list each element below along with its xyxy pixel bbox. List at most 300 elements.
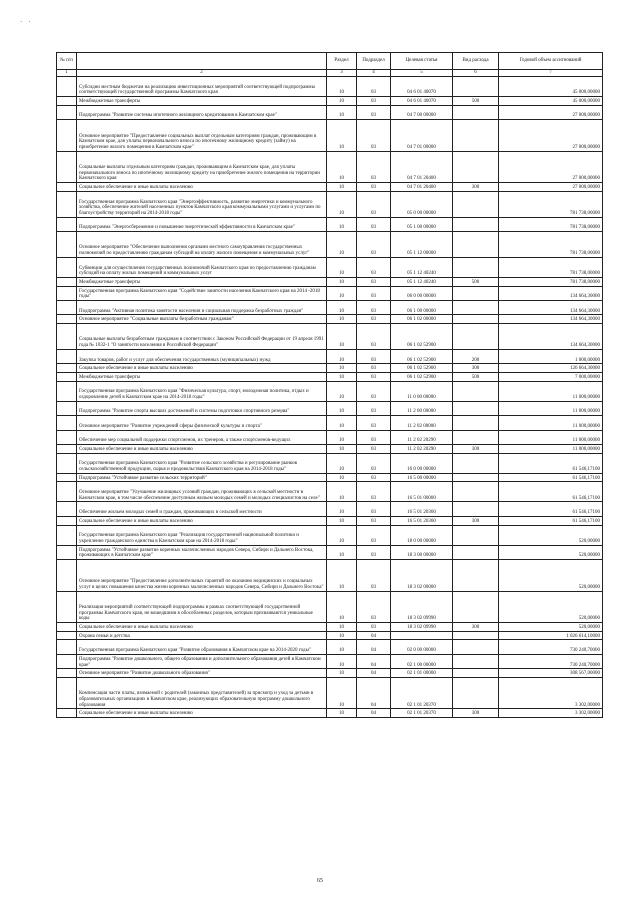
table-row	[57, 591, 603, 623]
row-podrazdel-cell: 03	[357, 453, 391, 473]
row-target-article-cell: 18 0 00 00000	[391, 525, 453, 545]
column-index: 1	[57, 70, 77, 77]
row-name-cell: Государственная программа Камчатского края "Развитие образования в Камчатском крае на 2014-2020 годы"	[77, 640, 327, 654]
row-razdel-cell: 10	[327, 623, 357, 632]
row-name-cell: Субсидии местным бюджетам на реализацию инвестиционных мероприятий соответствующей подпрограммы соответствующей государственной программы Камчатского края	[77, 77, 327, 97]
row-razdel-cell: 10	[327, 324, 357, 350]
row-expense-type-cell	[453, 324, 499, 350]
budget-table	[56, 52, 603, 718]
row-number-cell	[57, 677, 77, 709]
row-razdel-cell: 10	[327, 591, 357, 623]
row-amount-cell: 27 000,00000	[499, 151, 603, 183]
row-razdel-cell: 10	[327, 669, 357, 678]
row-razdel-cell: 10	[327, 416, 357, 430]
table-row	[57, 120, 603, 152]
row-amount-cell: 308 567,00000	[499, 669, 603, 678]
row-amount-cell: 520,00000	[499, 525, 603, 545]
row-name-cell: Межбюджетные трансферты	[77, 277, 327, 286]
row-number-cell	[57, 453, 77, 473]
row-razdel-cell: 10	[327, 631, 357, 640]
row-razdel-cell: 10	[327, 677, 357, 709]
row-podrazdel-cell: 03	[357, 416, 391, 430]
row-expense-type-cell	[453, 105, 499, 119]
row-podrazdel-cell: 03	[357, 516, 391, 525]
row-razdel-cell: 10	[327, 372, 357, 381]
row-target-article-cell: 04 7 01 20400	[391, 151, 453, 183]
row-target-article-cell: 11 2 02 20290	[391, 444, 453, 453]
row-name-cell: Основное мероприятие "Социальные выплаты безработным гражданам"	[77, 315, 327, 324]
table-row	[57, 286, 603, 300]
row-name-cell: Основное мероприятие "Развитие учреждений сферы физической культуры и спорта"	[77, 416, 327, 430]
row-razdel-cell: 10	[327, 453, 357, 473]
row-name-cell: Государственная программа Камчатского края "Физическая культура, спорт, молодежная политика, отдых и оздоровление детей в Камчатском крае на 2014-2018 годы"	[77, 381, 327, 401]
row-amount-cell: 781 738,00000	[499, 257, 603, 277]
row-razdel-cell: 10	[327, 315, 357, 324]
row-amount-cell: 61 546,17100	[499, 502, 603, 516]
row-name-cell: Подпрограмма "Развитие системы ипотечного жилищного кредитования в Камчатском крае"	[77, 105, 327, 119]
table-row	[57, 301, 603, 315]
row-amount-cell: 11 000,00000	[499, 416, 603, 430]
row-expense-type-cell	[453, 591, 499, 623]
row-amount-cell: 3 302,00000	[499, 709, 603, 718]
row-razdel-cell: 10	[327, 105, 357, 119]
row-podrazdel-cell: 03	[357, 105, 391, 119]
row-number-cell	[57, 372, 77, 381]
row-podrazdel-cell: 03	[357, 277, 391, 286]
row-number-cell	[57, 301, 77, 315]
row-name-cell: Государственная программа Камчатского края "Энергоэффективность, развитие энергетики и коммунального хозяйства, обеспечение жителей населенных пунктов Камчатского края коммунальными услугами и услугами по благоустройству территорий на 2014-2018 годы"	[77, 191, 327, 217]
row-expense-type-cell	[453, 654, 499, 668]
row-amount-cell: 61 546,17100	[499, 453, 603, 473]
table-row	[57, 709, 603, 718]
row-amount-cell: 61 546,17100	[499, 482, 603, 502]
row-razdel-cell: 10	[327, 217, 357, 231]
row-number-cell	[57, 151, 77, 183]
row-name-cell: Основное мероприятие "Предоставление социальных выплат отдельным категориям граждан, проживающим в Камчатском крае, для уплаты первоначального взноса по ипотечному жилищному кредиту (займу) на приобретение жилого помещения в Камчатском крае"	[77, 120, 327, 152]
row-razdel-cell: 10	[327, 430, 357, 444]
row-number-cell	[57, 669, 77, 678]
row-expense-type-cell	[453, 315, 499, 324]
row-podrazdel-cell: 03	[357, 430, 391, 444]
row-amount-cell: 27 000,00000	[499, 105, 603, 119]
row-number-cell	[57, 364, 77, 373]
row-name-cell: Подпрограмма "Развитие дошкольного, общего образования и дополнительного образования детей в Камчатском крае"	[77, 654, 327, 668]
row-amount-cell: 520,00000	[499, 591, 603, 623]
row-expense-type-cell: 300	[453, 709, 499, 718]
row-amount-cell: 3 302,00000	[499, 677, 603, 709]
row-razdel-cell: 10	[327, 97, 357, 106]
table-row	[57, 516, 603, 525]
row-amount-cell: 730 240,70000	[499, 654, 603, 668]
header-annual-volume: Годовой объем ассигнований	[499, 53, 603, 70]
row-number-cell	[57, 277, 77, 286]
table-row	[57, 105, 603, 119]
row-expense-type-cell: 500	[453, 277, 499, 286]
row-number-cell	[57, 191, 77, 217]
row-number-cell	[57, 77, 77, 97]
row-amount-cell: 27 000,00000	[499, 183, 603, 192]
table-row	[57, 315, 603, 324]
row-expense-type-cell	[453, 502, 499, 516]
row-target-article-cell: 06 1 02 52900	[391, 324, 453, 350]
table-row	[57, 482, 603, 502]
row-podrazdel-cell: 03	[357, 591, 391, 623]
row-target-article-cell: 05 1 00 00000	[391, 217, 453, 231]
table-row	[57, 191, 603, 217]
row-number-cell	[57, 560, 77, 592]
row-expense-type-cell: 200	[453, 349, 499, 363]
row-expense-type-cell	[453, 401, 499, 415]
row-expense-type-cell	[453, 631, 499, 640]
row-number-cell	[57, 120, 77, 152]
row-name-cell: Подпрограмма "Устойчивое развитие коренных малочисленных народов Севера, Сибири и Дальнего Востока, проживающих в Камчатском крае"	[77, 545, 327, 559]
table-row	[57, 444, 603, 453]
row-podrazdel-cell: 04	[357, 709, 391, 718]
row-target-article-cell: 16 0 00 00000	[391, 453, 453, 473]
row-target-article-cell: 11 0 00 00000	[391, 381, 453, 401]
row-razdel-cell: 10	[327, 232, 357, 258]
row-target-article-cell: 18 3 02 09990	[391, 591, 453, 623]
row-name-cell: Межбюджетные трансферты	[77, 97, 327, 106]
column-index: 2	[77, 70, 327, 77]
row-target-article-cell: 04 6 01 40070	[391, 97, 453, 106]
row-target-article-cell: 16 5 01 00000	[391, 482, 453, 502]
table-row	[57, 183, 603, 192]
row-podrazdel-cell: 03	[357, 286, 391, 300]
row-target-article-cell: 05 1 12 00000	[391, 232, 453, 258]
row-amount-cell: 781 738,00000	[499, 191, 603, 217]
row-name-cell: Социальное обеспечение и иные выплаты населению	[77, 183, 327, 192]
row-amount-cell: 126 664,30000	[499, 364, 603, 373]
row-expense-type-cell: 500	[453, 372, 499, 381]
row-expense-type-cell	[453, 191, 499, 217]
row-name-cell: Субвенции для осуществления государственных полномочий Камчатского края по предоставлению гражданам субсидий на оплату жилых помещений и коммунальных услуг	[77, 257, 327, 277]
row-name-cell: Социальные выплаты безработным гражданам в соответствии с Законом Российской Федерации от 19 апреля 1991 года № 1032-1 "О занятости населения в Российской Федерации"	[77, 324, 327, 350]
table-row	[57, 640, 603, 654]
row-number-cell	[57, 183, 77, 192]
row-target-article-cell	[391, 631, 453, 640]
table-row	[57, 525, 603, 545]
row-target-article-cell: 06 1 02 52900	[391, 372, 453, 381]
row-name-cell: Основное мероприятие "Улучшение жилищных условий граждан, проживающих в сельской местности в Камчатском крае, в том числе обеспечение доступным жильем молодых семей и молодых специалистов на селе"	[77, 482, 327, 502]
row-name-cell: Обеспечение мер социальной поддержки спортсменов, их тренеров, а также спортсменов-ведущих	[77, 430, 327, 444]
row-target-article-cell: 04 7 00 00000	[391, 105, 453, 119]
row-podrazdel-cell: 04	[357, 631, 391, 640]
row-target-article-cell: 06 0 00 00000	[391, 286, 453, 300]
row-razdel-cell: 10	[327, 709, 357, 718]
row-number-cell	[57, 416, 77, 430]
column-index: 3	[327, 70, 357, 77]
row-expense-type-cell	[453, 430, 499, 444]
row-podrazdel-cell: 03	[357, 301, 391, 315]
row-target-article-cell: 18 3 02 09990	[391, 623, 453, 632]
row-amount-cell: 11 000,00000	[499, 401, 603, 415]
table-row	[57, 669, 603, 678]
table-row	[57, 502, 603, 516]
row-name-cell: Социальное обеспечение и иные выплаты населению	[77, 623, 327, 632]
header-expense-type: Вид расхода	[453, 53, 499, 70]
column-index: 7	[499, 70, 603, 77]
header-row	[57, 53, 603, 70]
row-amount-cell: 134 664,30000	[499, 315, 603, 324]
row-name-cell: Подпрограмма "Энергосбережение и повышение энергетической эффективности в Камчатском крае"	[77, 217, 327, 231]
row-name-cell: Социальное обеспечение и иные выплаты населению	[77, 444, 327, 453]
table-row	[57, 677, 603, 709]
row-number-cell	[57, 631, 77, 640]
row-expense-type-cell: 300	[453, 623, 499, 632]
row-number-cell	[57, 444, 77, 453]
row-razdel-cell: 10	[327, 301, 357, 315]
row-amount-cell: 61 546,17100	[499, 516, 603, 525]
row-name-cell: Охрана семьи и детства	[77, 631, 327, 640]
row-number-cell	[57, 516, 77, 525]
row-podrazdel-cell: 03	[357, 217, 391, 231]
row-expense-type-cell	[453, 232, 499, 258]
row-podrazdel-cell: 03	[357, 315, 391, 324]
row-target-article-cell: 05 0 00 00000	[391, 191, 453, 217]
row-number-cell	[57, 640, 77, 654]
row-number-cell	[57, 623, 77, 632]
row-expense-type-cell	[453, 482, 499, 502]
row-name-cell: Реализация мероприятий соответствующей подпрограммы в рамках соответствующей государственной программы Камчатского края, не вошедшими в обособленных разделов, которым присваиваются уникальные коды	[77, 591, 327, 623]
table-row	[57, 372, 603, 381]
table-row	[57, 257, 603, 277]
row-podrazdel-cell: 03	[357, 364, 391, 373]
row-expense-type-cell	[453, 453, 499, 473]
row-number-cell	[57, 105, 77, 119]
row-name-cell: Подпрограмма "Устойчивое развитие сельских территорий"	[77, 473, 327, 482]
row-amount-cell: 520,00000	[499, 623, 603, 632]
row-number-cell	[57, 257, 77, 277]
row-razdel-cell: 10	[327, 525, 357, 545]
row-target-article-cell: 16 5 01 20360	[391, 502, 453, 516]
row-razdel-cell: 10	[327, 349, 357, 363]
row-target-article-cell: 04 6 01 40070	[391, 77, 453, 97]
row-podrazdel-cell: 03	[357, 372, 391, 381]
row-target-article-cell: 05 1 12 40240	[391, 277, 453, 286]
header-podrazdel: Подраздел	[357, 53, 391, 70]
table-row	[57, 401, 603, 415]
row-razdel-cell: 10	[327, 545, 357, 559]
row-podrazdel-cell: 03	[357, 502, 391, 516]
row-target-article-cell: 06 1 02 00000	[391, 315, 453, 324]
row-expense-type-cell	[453, 381, 499, 401]
row-razdel-cell: 10	[327, 120, 357, 152]
row-name-cell: Подпрограмма "Развитие спорта высших достижений и системы подготовки спортивного резерва"	[77, 401, 327, 415]
scan-corner-mark: · ·	[20, 18, 33, 26]
row-amount-cell: 781 738,00000	[499, 217, 603, 231]
table-row	[57, 277, 603, 286]
row-name-cell: Социальное обеспечение и иные выплаты населению	[77, 364, 327, 373]
row-target-article-cell: 18 3 02 00000	[391, 560, 453, 592]
row-amount-cell: 134 664,30000	[499, 301, 603, 315]
row-podrazdel-cell: 04	[357, 669, 391, 678]
row-podrazdel-cell: 03	[357, 349, 391, 363]
table-row	[57, 560, 603, 592]
row-name-cell: Государственная программа Камчатского края "Содействие занятости населения Камчатского края на 2014 -2018 годы"	[77, 286, 327, 300]
row-podrazdel-cell: 03	[357, 257, 391, 277]
row-target-article-cell: 02 1 01 20370	[391, 677, 453, 709]
row-razdel-cell: 10	[327, 286, 357, 300]
table-body	[57, 77, 603, 718]
table-row	[57, 545, 603, 559]
row-razdel-cell: 10	[327, 183, 357, 192]
row-name-cell: Государственная программа Камчатского края "Реализация государственной национальной политики и укрепление гражданского единства в Камчатском крае на 2014-2018 годы"	[77, 525, 327, 545]
row-amount-cell: 520,00000	[499, 560, 603, 592]
row-podrazdel-cell: 04	[357, 640, 391, 654]
row-name-cell: Межбюджетные трансферты	[77, 372, 327, 381]
row-number-cell	[57, 525, 77, 545]
row-target-article-cell: 16 5 00 00000	[391, 473, 453, 482]
row-razdel-cell: 10	[327, 277, 357, 286]
row-expense-type-cell	[453, 77, 499, 97]
table-row	[57, 430, 603, 444]
row-razdel-cell: 10	[327, 401, 357, 415]
column-index-row	[57, 70, 603, 77]
row-podrazdel-cell: 03	[357, 191, 391, 217]
table-row	[57, 473, 603, 482]
table-row	[57, 232, 603, 258]
row-amount-cell: 11 000,00000	[499, 430, 603, 444]
column-index: 4	[357, 70, 391, 77]
row-razdel-cell: 10	[327, 364, 357, 373]
row-podrazdel-cell: 03	[357, 183, 391, 192]
table-row	[57, 77, 603, 97]
row-amount-cell: 7 000,00000	[499, 372, 603, 381]
row-target-article-cell: 06 1 00 00000	[391, 301, 453, 315]
row-target-article-cell: 06 1 02 52900	[391, 349, 453, 363]
row-target-article-cell: 05 1 12 40240	[391, 257, 453, 277]
row-razdel-cell: 10	[327, 77, 357, 97]
row-amount-cell: 45 000,00000	[499, 97, 603, 106]
row-expense-type-cell: 300	[453, 516, 499, 525]
row-podrazdel-cell: 03	[357, 525, 391, 545]
row-podrazdel-cell: 03	[357, 77, 391, 97]
row-amount-cell: 520,00000	[499, 545, 603, 559]
table-row	[57, 453, 603, 473]
row-number-cell	[57, 286, 77, 300]
row-podrazdel-cell: 03	[357, 473, 391, 482]
row-expense-type-cell	[453, 151, 499, 183]
row-expense-type-cell	[453, 301, 499, 315]
row-razdel-cell: 10	[327, 640, 357, 654]
row-podrazdel-cell: 04	[357, 677, 391, 709]
row-number-cell	[57, 217, 77, 231]
table-row	[57, 349, 603, 363]
column-index: 6	[453, 70, 499, 77]
row-razdel-cell: 10	[327, 257, 357, 277]
row-name-cell: Основное мероприятие "Предоставление дополнительных гарантий по оказанию медицинских и социальных услуг в целях повышения качества жизни коренных малочисленных народов Севера, Сибири и Дальнего Востока"	[77, 560, 327, 592]
row-expense-type-cell	[453, 545, 499, 559]
row-expense-type-cell	[453, 525, 499, 545]
row-podrazdel-cell: 03	[357, 545, 391, 559]
row-amount-cell: 781 738,00000	[499, 232, 603, 258]
row-razdel-cell: 10	[327, 560, 357, 592]
row-amount-cell: 27 000,00000	[499, 120, 603, 152]
row-amount-cell: 11 000,00000	[499, 381, 603, 401]
row-target-article-cell: 02 1 01 00000	[391, 669, 453, 678]
row-name-cell: Закупка товаров, работ и услуг для обеспечения государственных (муниципальных) нужд	[77, 349, 327, 363]
row-podrazdel-cell: 03	[357, 120, 391, 152]
row-razdel-cell: 10	[327, 381, 357, 401]
row-target-article-cell: 11 2 02 00000	[391, 416, 453, 430]
row-name-cell: Основное мероприятие "Развитие дошкольного образования"	[77, 669, 327, 678]
row-number-cell	[57, 430, 77, 444]
row-number-cell	[57, 545, 77, 559]
row-razdel-cell: 10	[327, 502, 357, 516]
row-podrazdel-cell: 03	[357, 401, 391, 415]
row-amount-cell: 45 000,00000	[499, 77, 603, 97]
row-amount-cell: 1 026 614,10000	[499, 631, 603, 640]
row-number-cell	[57, 401, 77, 415]
row-podrazdel-cell: 03	[357, 381, 391, 401]
row-target-article-cell: 06 1 02 52900	[391, 364, 453, 373]
row-number-cell	[57, 232, 77, 258]
row-number-cell	[57, 381, 77, 401]
row-number-cell	[57, 349, 77, 363]
row-razdel-cell: 10	[327, 151, 357, 183]
row-expense-type-cell: 300	[453, 183, 499, 192]
header-num: № п/п	[57, 53, 77, 70]
row-number-cell	[57, 315, 77, 324]
header-razdel: Раздел	[327, 53, 357, 70]
row-target-article-cell: 04 7 01 00000	[391, 120, 453, 152]
row-name-cell: Компенсация части платы, взимаемой с родителей (законных представителей) за присмотр и уход за детьми в образовательных организациях в Камчатском крае, реализующих образовательную программу дошкольного образования	[77, 677, 327, 709]
row-podrazdel-cell: 04	[357, 654, 391, 668]
row-expense-type-cell	[453, 677, 499, 709]
table-row	[57, 654, 603, 668]
row-number-cell	[57, 324, 77, 350]
row-amount-cell: 781 738,00000	[499, 277, 603, 286]
row-expense-type-cell: 300	[453, 444, 499, 453]
row-number-cell	[57, 473, 77, 482]
table-row	[57, 364, 603, 373]
row-name-cell: Подпрограмма "Активная политика занятости населения и социальная поддержка безработных граждан"	[77, 301, 327, 315]
row-number-cell	[57, 591, 77, 623]
row-amount-cell: 61 546,17100	[499, 473, 603, 482]
row-amount-cell: 1 000,00000	[499, 349, 603, 363]
row-expense-type-cell: 300	[453, 364, 499, 373]
header-target-article: Целевая статья	[391, 53, 453, 70]
table-row	[57, 416, 603, 430]
row-razdel-cell: 10	[327, 516, 357, 525]
row-expense-type-cell	[453, 640, 499, 654]
row-name-cell: Социальное обеспечение и иные выплаты населению	[77, 709, 327, 718]
row-target-article-cell: 02 1 00 00000	[391, 654, 453, 668]
column-index: 5	[391, 70, 453, 77]
row-expense-type-cell	[453, 560, 499, 592]
row-name-cell: Государственная программа Камчатского края "Развитие сельского хозяйства и регулирование рынков сельскохозяйственной продукции, сырья и продовольствия Камчатского края на 2014-2018 годы"	[77, 453, 327, 473]
row-amount-cell: 134 664,30000	[499, 324, 603, 350]
row-target-article-cell: 02 0 00 00000	[391, 640, 453, 654]
row-amount-cell: 134 664,30000	[499, 286, 603, 300]
row-number-cell	[57, 482, 77, 502]
row-expense-type-cell	[453, 257, 499, 277]
row-target-article-cell: 18 3 00 00000	[391, 545, 453, 559]
row-podrazdel-cell: 03	[357, 444, 391, 453]
header-name	[77, 53, 327, 70]
row-name-cell: Обеспечение жильем молодых семей и граждан, проживающих в сельской местности	[77, 502, 327, 516]
row-razdel-cell: 10	[327, 482, 357, 502]
row-target-article-cell: 04 7 01 20400	[391, 183, 453, 192]
row-number-cell	[57, 97, 77, 106]
row-amount-cell: 11 000,00000	[499, 444, 603, 453]
row-name-cell: Основное мероприятие "Обеспечение выполнения органами местного самоуправления государственных полномочий по предоставлению гражданам субсидий на оплату жилого помещения и коммунальных услуг"	[77, 232, 327, 258]
row-target-article-cell: 16 5 01 20360	[391, 516, 453, 525]
row-target-article-cell: 11 2 00 00000	[391, 401, 453, 415]
row-razdel-cell: 10	[327, 654, 357, 668]
row-podrazdel-cell: 03	[357, 482, 391, 502]
